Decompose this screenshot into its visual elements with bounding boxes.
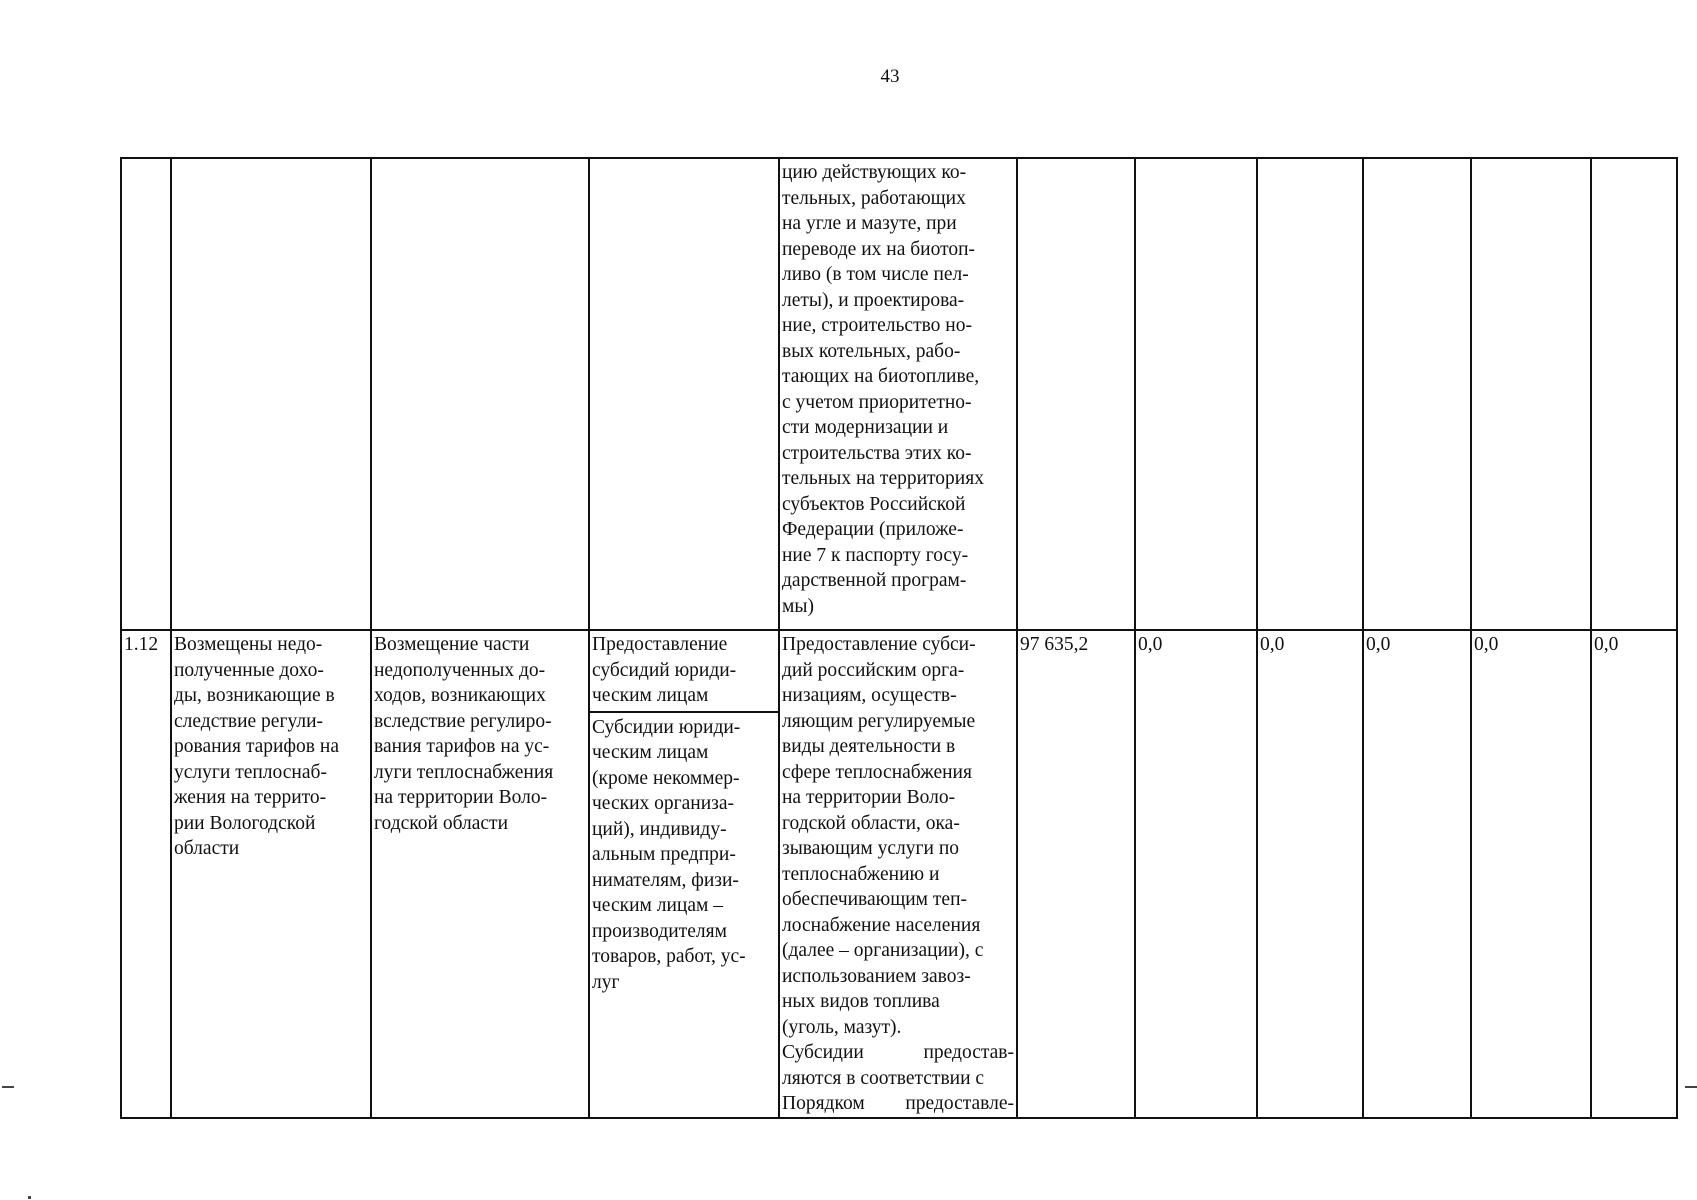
table-row [121, 630, 1677, 1118]
scan-mark [1685, 1086, 1697, 1088]
scan-mark [2, 1086, 14, 1088]
value-cell [1135, 158, 1257, 630]
result-cell: Возмещены недо- полученные дохо- ды, возникающие в следствие регули- рования тарифов на услуги теплоснаб- жения на террито- рии Вологодской области [171, 630, 371, 1118]
table-row [121, 158, 1677, 630]
value-cell: 0,0 [1135, 630, 1257, 1118]
value-cell [1591, 158, 1677, 630]
row-number-cell [121, 158, 171, 630]
scan-mark [28, 1196, 31, 1199]
value-cell: 97 635,2 [1017, 630, 1135, 1118]
measure-cell [371, 158, 589, 630]
description-line: ляются в соответствии с [782, 1067, 985, 1089]
value-cell: 0,0 [1591, 630, 1677, 1118]
program-table [120, 157, 1678, 1119]
value-cell [1257, 158, 1363, 630]
value-cell [1363, 158, 1471, 630]
type-cell [589, 158, 779, 630]
type-cell-bottom: Субсидии юриди- ческим лицам (кроме некоммер- ческих организа- ций), индивиду- альным предпри- нимателям, физи- ческим лицам – производителям товаров, работ, ус- луг [592, 716, 746, 993]
description-cell: цию действующих ко- тельных, работающих на угле и мазуте, при переводе их на биотоп- ливо (в том числе пел- леты), и проектирова- ние, строительство но- вых котельных, рабо- тающих на биотопливе, с учетом приоритетно- сти модернизации и строительства этих ко- тельных на территориях субъектов Российской Федерации (приложе- ние 7 к паспорту госу- дарственной програм- мы) [779, 158, 1017, 630]
result-cell [171, 158, 371, 630]
description-line: Порядком предоставле- [782, 1093, 1014, 1114]
page-number: 43 [880, 66, 900, 87]
value-cell [1471, 158, 1591, 630]
row-number-cell: 1.12 [121, 630, 171, 1118]
type-cell [589, 630, 779, 1118]
description-text: Предоставление субси- дий российским орга- низациям, осуществ- ляющим регулируемые виды деятельности в сфере теплоснабжения на территории Воло- годской области, ока- зывающим услуги по теплоснабжению и обеспечивающим теп- лоснабжение населения (далее – организации), с использованием завоз- ных видов топлива (уголь, мазут). [782, 634, 984, 1038]
value-cell: 0,0 [1471, 630, 1591, 1118]
type-cell-top: Предоставление субсидий юриди- ческим лицам [590, 632, 778, 713]
value-cell: 0,0 [1363, 630, 1471, 1118]
measure-cell: Возмещение части недополученных до- ходов, возникающих вследствие регулиро- вания тарифов на ус- луги теплоснабжения на территории Воло- годской области [371, 630, 589, 1118]
description-line: Субсидии предостав- [782, 1042, 1014, 1063]
description-cell [779, 630, 1017, 1118]
value-cell: 0,0 [1257, 630, 1363, 1118]
value-cell [1017, 158, 1135, 630]
